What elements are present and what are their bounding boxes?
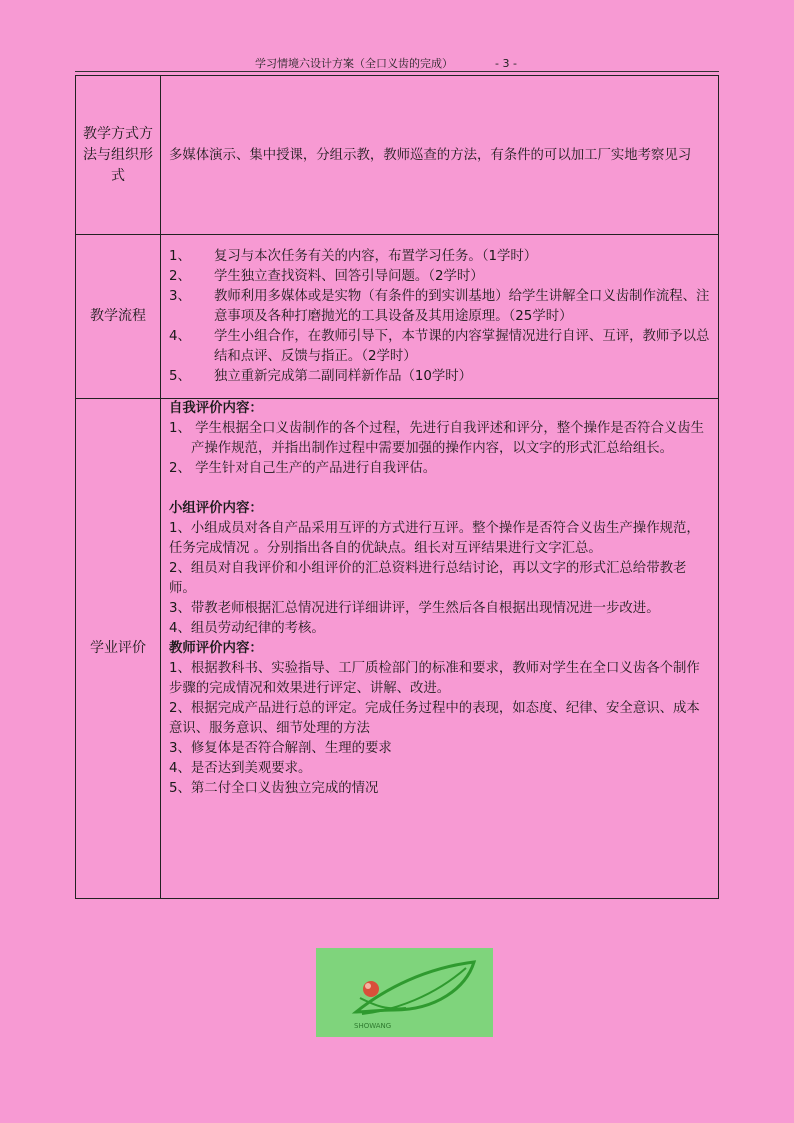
flow-item-number: 4、 xyxy=(169,328,191,344)
self-eval-title: 自我评价内容： xyxy=(169,401,263,416)
group-eval-item: 1、小组成员对各自产品采用互评的方式进行互评。整个操作是否符合义齿生产操作规范，任务完成情况 。分别指出各自的优缺点。组长对互评结果进行文字汇总。 xyxy=(169,521,700,556)
group-eval-item: 2、组员对自我评价和小组评价的汇总资料进行总结讨论，再以文字的形式汇总给带教老师。 xyxy=(169,561,687,596)
row-label-methods xyxy=(76,76,161,235)
table-row-methods xyxy=(76,76,719,235)
row-label-flow xyxy=(76,235,161,399)
flow-item-number: 1、 xyxy=(169,248,191,264)
teacher-eval-item: 4、是否达到美观要求。 xyxy=(169,761,312,776)
flow-item-number: 5、 xyxy=(169,368,191,384)
logo-text: SHOWANG xyxy=(354,1022,392,1030)
row-content-methods xyxy=(161,76,719,235)
flow-item-number: 3、 xyxy=(169,288,191,304)
teacher-eval-item: 1、根据教科书、实验指导、工厂质检部门的标准和要求，教师对学生在全口义齿各个制作步骤的完成情况和效果进行评定、讲解、改进。 xyxy=(169,661,700,696)
teacher-eval-title: 教师评价内容： xyxy=(169,641,263,656)
group-eval-title: 小组评价内容： xyxy=(169,501,263,516)
evaluation-label: 学业评价 xyxy=(90,640,146,656)
list-item xyxy=(169,267,712,287)
self-eval-item: 1、 学生根据全口义齿制作的各个过程，先进行自我评述和评分，整个操作是否符合义齿生产操作规范，并指出制作过程中需要加强的操作内容，以文字的形式汇总给组长。 xyxy=(169,421,705,456)
flow-label: 教学流程 xyxy=(90,308,146,324)
flow-item-number: 2、 xyxy=(169,268,191,284)
teacher-eval-item: 2、根据完成产品进行总的评定。完成任务过程中的表现，如态度、纪律、安全意识、成本意识、服务意识、细节处理的方法 xyxy=(169,701,700,736)
flow-item-text: 学生小组合作，在教师引导下，本节课的内容掌握情况进行自评、互评，教师予以总结和点评、反馈与指正。（2学时） xyxy=(214,328,710,364)
row-content-flow xyxy=(161,235,719,399)
list-item xyxy=(169,247,712,267)
row-content-evaluation xyxy=(161,399,719,899)
page-number: - 3 - xyxy=(495,57,517,70)
flow-item-text: 教师利用多媒体或是实物（有条件的到实训基地）给学生讲解全口义齿制作流程、注意事项及各种打磨抛光的工具设备及其用途原理。（25学时） xyxy=(214,288,710,324)
methods-text: 多媒体演示、集中授课，分组示教，教师巡查的方法，有条件的可以加工厂实地考察见习 xyxy=(169,148,692,163)
group-eval-item: 3、带教老师根据汇总情况进行详细讲评，学生然后各自根据出现情况进一步改进。 xyxy=(169,601,660,616)
row-label-evaluation xyxy=(76,399,161,899)
table-row-flow xyxy=(76,235,719,399)
self-eval-item: 2、 学生针对自己生产的产品进行自我评估。 xyxy=(169,461,437,476)
list-item xyxy=(169,327,712,367)
header-title: 学习情境六设计方案（全口义齿的完成） xyxy=(255,57,453,70)
list-item xyxy=(169,287,712,327)
list-item xyxy=(169,367,712,387)
table-row-evaluation xyxy=(76,399,719,899)
section-spacer xyxy=(169,479,712,499)
page-header xyxy=(255,55,517,71)
flow-item-text: 复习与本次任务有关的内容，布置学习任务。（1学时） xyxy=(214,248,538,264)
methods-label: 教学方式方法与组织形式 xyxy=(83,125,153,184)
group-eval-item: 4、组员劳动纪律的考核。 xyxy=(169,621,325,636)
flow-item-text: 独立重新完成第二副同样新作品（10学时） xyxy=(214,368,473,384)
teacher-eval-item: 3、修复体是否符合解剖、生理的要求 xyxy=(169,741,392,756)
design-plan-table xyxy=(75,75,719,899)
leaf-logo-icon xyxy=(316,948,493,1037)
header-divider xyxy=(75,71,719,72)
flow-item-text: 学生独立查找资料、回答引导问题。（2学时） xyxy=(214,268,484,284)
teacher-eval-item: 5、第二付全口义齿独立完成的情况 xyxy=(169,781,379,796)
